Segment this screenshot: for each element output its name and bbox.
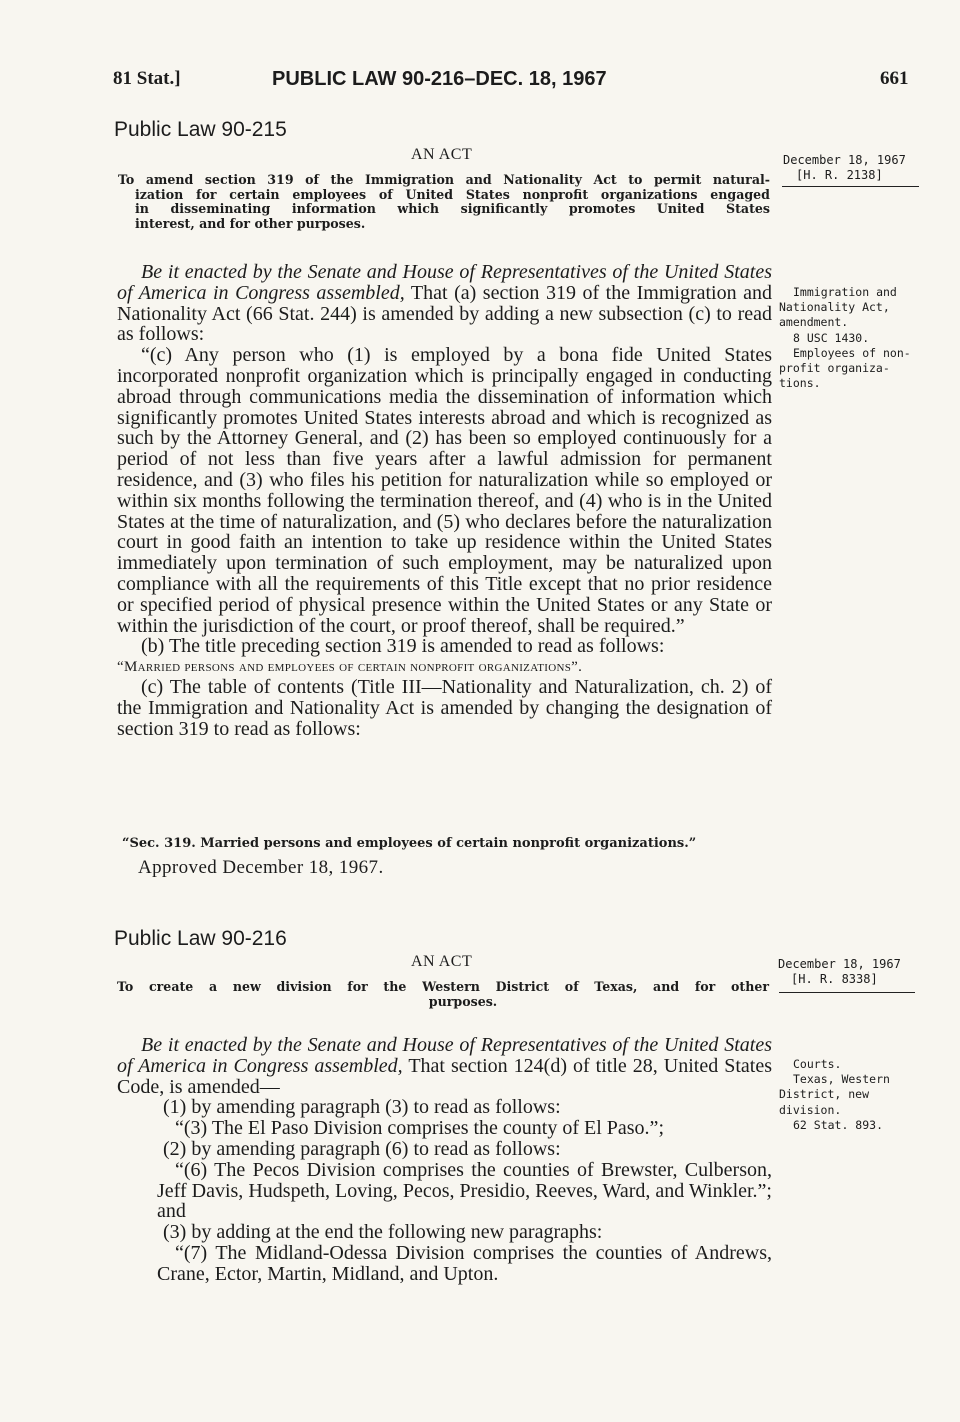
law-1-margin-rule: [782, 186, 919, 187]
margin-note-line: Nationality Act,: [779, 300, 890, 315]
title-line: interest, and for other purposes.: [135, 215, 366, 231]
enacting-clause-text: That (a) section 319 of the Immigration and Nationality Act (66 Stat. 244) is amended by adding a new subsection (c) to read as follows:: [117, 281, 772, 346]
law-1-heading: Public Law 90-215: [114, 118, 287, 141]
margin-note-line: amendment.: [779, 315, 849, 330]
title-line: To amend section 319 of the Immigration and Nationality Act to permit natural-: [118, 172, 770, 187]
law-1-approved: Approved December 18, 1967.: [138, 857, 384, 878]
law-2-long-title: [117, 980, 769, 1009]
law-2-bill-number: [H. R. 8338]: [791, 972, 878, 986]
running-header-title: PUBLIC LAW 90-216–DEC. 18, 1967: [272, 68, 607, 90]
margin-note-line: Courts.: [793, 1057, 842, 1071]
law-2-margin-notes: [779, 1057, 890, 1133]
title-line: ization for certain employees of United States nonprofit organizations engaged: [135, 186, 770, 202]
title-line: To create a new division for the Western District of Texas, and for other: [117, 979, 769, 994]
paragraph-b: (b) The title preceding section 319 is amended to read as follows:: [141, 635, 665, 658]
item-3-text: “(7) The Midland-Odessa Division comprises the counties of Andrews, Crane, Ector, Martin, Midland, and Upton.: [157, 1241, 772, 1285]
law-1-long-title: [118, 173, 770, 231]
law-2-heading: Public Law 90-216: [114, 927, 287, 950]
title-line: purposes.: [428, 993, 498, 1009]
law-1-bill-number: [H. R. 2138]: [796, 168, 883, 182]
item-2-text: “(6) The Pecos Division comprises the counties of Brewster, Culberson, Jeff Davis, Hudspeth, Loving, Pecos, Presidio, Reeves, Ward, and Winkler.”; and: [157, 1158, 772, 1223]
enacting-clause-italic: Be it enacted by the Senate and House of Representatives of the United States of America in Congress assembled,: [117, 261, 772, 304]
margin-note-line: 62 Stat. 893.: [793, 1117, 884, 1132]
margin-note-line: 8 USC 1430.: [793, 330, 870, 345]
enacting-clause-italic: Be it enacted by the Senate and House of Representatives of the United States of America in Congress assembled,: [117, 1034, 772, 1077]
enacting-clause-text: That section 124(d) of title 28, United States Code, is amended—: [117, 1054, 772, 1098]
item-2: (2) by amending paragraph (6) to read as follows:: [163, 1137, 561, 1160]
paragraph-c: (c) The table of contents (Title III—Nationality and Naturalization, ch. 2) of the Immigration and Nationality Act is amended by changing the designation of section 319 to read as follows:: [117, 676, 772, 740]
running-header-volume: 81 Stat.]: [113, 68, 181, 89]
item-3: (3) by adding at the end the following new paragraphs:: [163, 1221, 603, 1244]
law-2-date: December 18, 1967: [778, 957, 901, 971]
toc-entry: “Sec. 319. Married persons and employees of certain nonprofit organizations.”: [122, 836, 697, 851]
enacting-clause: [117, 1035, 772, 1097]
law-2-act-label: AN ACT: [411, 953, 473, 970]
law-1-act-label: AN ACT: [411, 146, 473, 163]
law-2-margin-rule: [779, 992, 915, 993]
subsection-c: “(c) Any person who (1) is employed by a bona fide United States incorporated nonprofit organization which is principally engaged in conducting abroad through communications media the dissemination of information which significantly promotes United States interests abroad and which is recognized as such by the Attorney General, and (2) has been so employed continuously for a period of not less than five years after a lawful admission for permanent residence, and (3) who files his petition for naturalization while so employed or within six months following the termination thereof, and (4) who is in the United States at the time of naturalization, and (5) who declares before the naturalization court in good faith an intention to take up residence within the United States immediately upon termination of such employment, may be naturalized upon compliance with all the requirements of this Title except that no prior residence or specified period of physical presence within the United States or any State or within the jurisdiction of the court, or proof thereof, shall be required.”: [117, 344, 772, 637]
margin-note-line: Immigration and: [793, 285, 897, 299]
item-1: (1) by amending paragraph (3) to read as follows:: [163, 1096, 561, 1119]
title-line: in disseminating information which significantly promotes United States: [135, 201, 770, 217]
law-1-body: [117, 262, 772, 740]
law-1-date: December 18, 1967: [783, 153, 906, 167]
law-1-margin-notes: [779, 285, 911, 391]
margin-note-line: profit organiza-: [779, 361, 890, 376]
margin-note-line: District, new: [779, 1087, 870, 1102]
page-number: 661: [880, 68, 909, 89]
enacting-clause: [117, 262, 772, 345]
item-1-text: “(3) The El Paso Division comprises the county of El Paso.”;: [175, 1117, 664, 1140]
margin-note-line: division.: [779, 1102, 842, 1117]
margin-note-line: Employees of non-: [793, 345, 911, 360]
law-2-body: [117, 1035, 772, 1285]
margin-note-line: Texas, Western: [793, 1072, 890, 1087]
section-title-caps: “Married persons and employees of certain nonprofit organizations”.: [117, 659, 583, 676]
margin-note-line: tions.: [779, 376, 821, 391]
